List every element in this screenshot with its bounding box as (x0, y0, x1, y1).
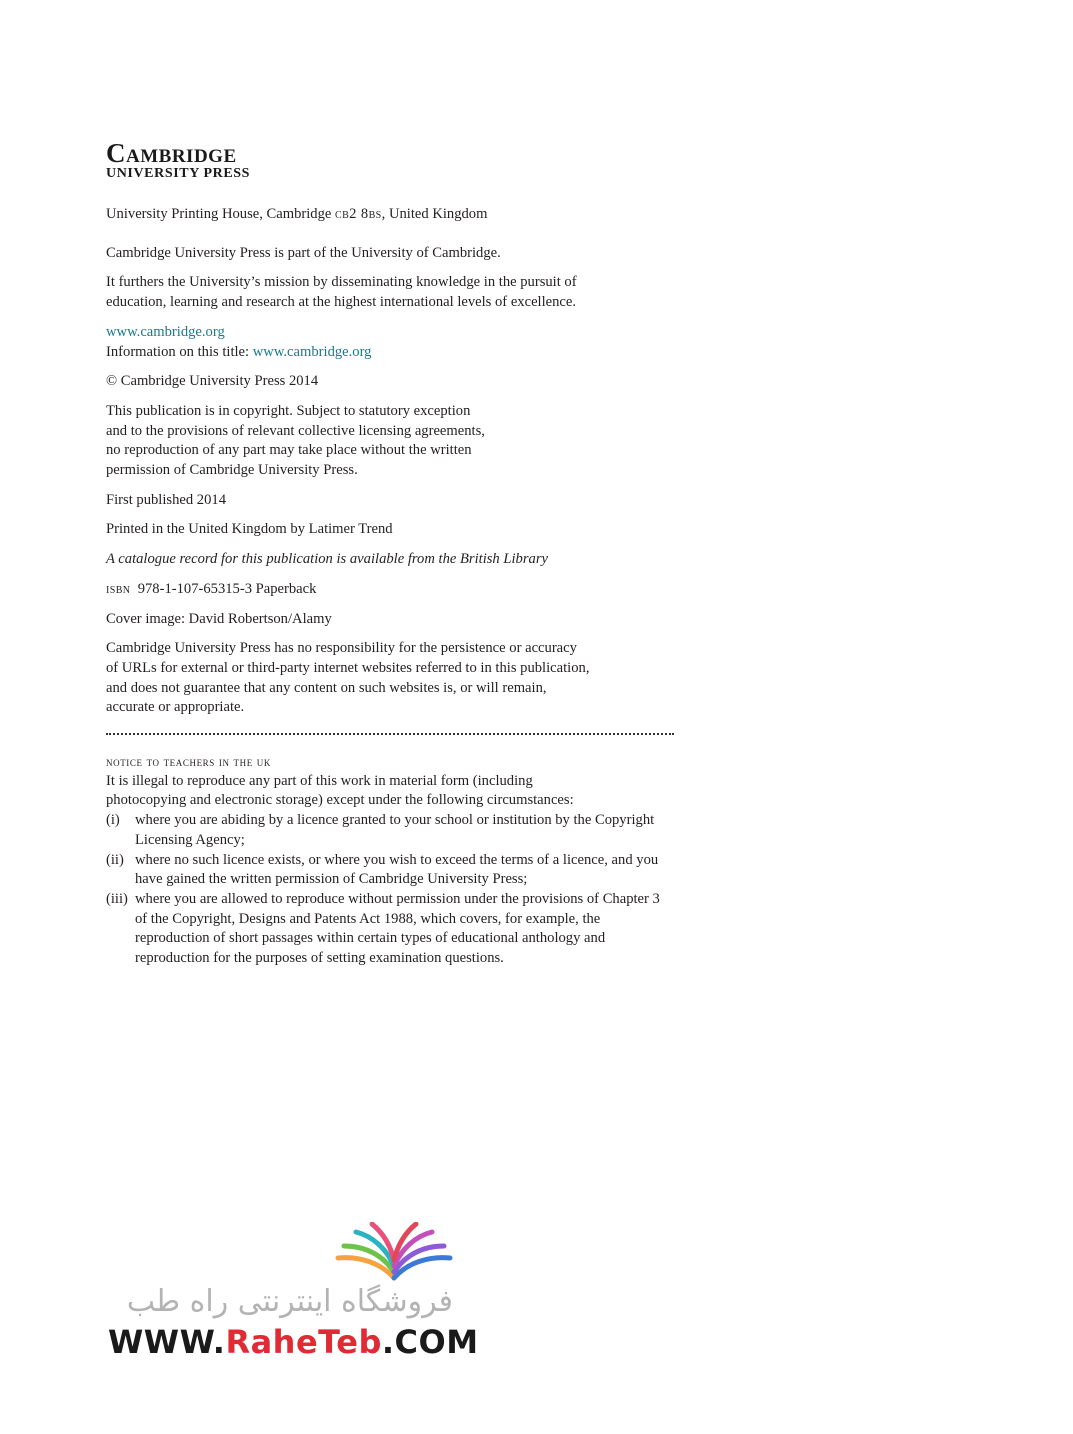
open-book-logo-icon (334, 1222, 454, 1282)
address-country: , United Kingdom (381, 206, 488, 222)
watermark-url-prefix: WWW. (108, 1323, 226, 1361)
watermark-url-brand: RaheTeb (225, 1323, 382, 1361)
website-link[interactable]: www.cambridge.org (106, 323, 225, 340)
imprint-content (106, 205, 686, 728)
notice-list (106, 811, 686, 969)
cover-image-credit: Cover image: David Robertson/Alamy (106, 610, 332, 627)
disclaimer-line: accurate or appropriate. (106, 699, 245, 716)
dotted-divider (106, 733, 674, 737)
notice-title: notice to teachers in the uk (106, 754, 271, 769)
notice-item (106, 851, 686, 890)
info-label: Information on this title: (106, 343, 253, 360)
disclaimer-line: Cambridge University Press has no responsibility for the persistence or accuracy (106, 640, 577, 657)
watermark-url (108, 1323, 479, 1361)
copyright-notice-line: This publication is in copyright. Subject to statutory exception (106, 402, 471, 419)
copyright-notice-line: permission of Cambridge University Press. (106, 462, 358, 479)
logo-sub-text: UNIVERSITY PRESS (106, 166, 251, 181)
notice-item-number: (ii) (106, 851, 124, 868)
notice-item (106, 811, 686, 850)
disclaimer (106, 639, 686, 718)
copyright-notice-line: no reproduction of any part may take place without the written (106, 442, 472, 459)
address-postcode: cb2 8bs (335, 206, 382, 222)
watermark-url-suffix: .COM (381, 1323, 479, 1361)
raheteb-watermark (108, 1222, 479, 1372)
info-link[interactable]: www.cambridge.org (252, 343, 372, 360)
notice-item-number: (i) (106, 812, 120, 829)
notice-item-number: (iii) (106, 890, 128, 907)
isbn-line (106, 580, 686, 600)
catalogue-record: A catalogue record for this publication is available from the British Library (106, 551, 548, 568)
notice-intro-line: It is illegal to reproduce any part of this work in material form (including (106, 772, 533, 789)
disclaimer-line: of URLs for external or third-party internet websites referred to in this publication, (106, 659, 590, 676)
disclaimer-line: and does not guarantee that any content on such websites is, or will remain, (106, 679, 547, 696)
copyright-notice (106, 402, 686, 481)
part-of-university: Cambridge University Press is part of the University of Cambridge. (106, 244, 501, 261)
notice-intro-line: photocopying and electronic storage) except under the following circumstances: (106, 792, 574, 809)
copyright-line: © Cambridge University Press 2014 (106, 373, 319, 390)
notice-item (106, 890, 686, 969)
teachers-notice (106, 752, 686, 969)
publisher-logo (106, 140, 250, 181)
copyright-notice-line: and to the provisions of relevant collective licensing agreements, (106, 422, 485, 439)
printed-in: Printed in the United Kingdom by Latimer Trend (106, 521, 393, 538)
address-text: University Printing House, Cambridge (106, 206, 336, 222)
logo-main-text: Cambridge (106, 138, 237, 168)
notice-item-text: where you are abiding by a licence granted to your school or institution by the Copyright Licensing Agency; (135, 812, 655, 848)
notice-item-text: where you are allowed to reproduce without permission under the provisions of Chapter 3 of the Copyright, Designs and Patents Act 1988, which covers, for example, the reproduction of short passages within certain types of educational anthology and reproduction for the purposes of setting examination questions. (135, 890, 660, 967)
isbn-label: isbn (106, 580, 131, 597)
notice-item-text: where no such licence exists, or where you wish to exceed the terms of a licence, and you have gained the written permission of Cambridge University Press; (135, 851, 659, 888)
isbn-value: 978-1-107-65315-3 Paperback (137, 580, 317, 597)
watermark-persian-text: فروشگاه اینترنتی راه طب (126, 1284, 453, 1319)
mission-statement: It furthers the University’s mission by disseminating knowledge in the pursuit of education, learning and research at the highest international levels of excellence. (106, 274, 577, 311)
website-block (106, 323, 686, 362)
address (106, 205, 686, 225)
first-published: First published 2014 (106, 491, 226, 508)
